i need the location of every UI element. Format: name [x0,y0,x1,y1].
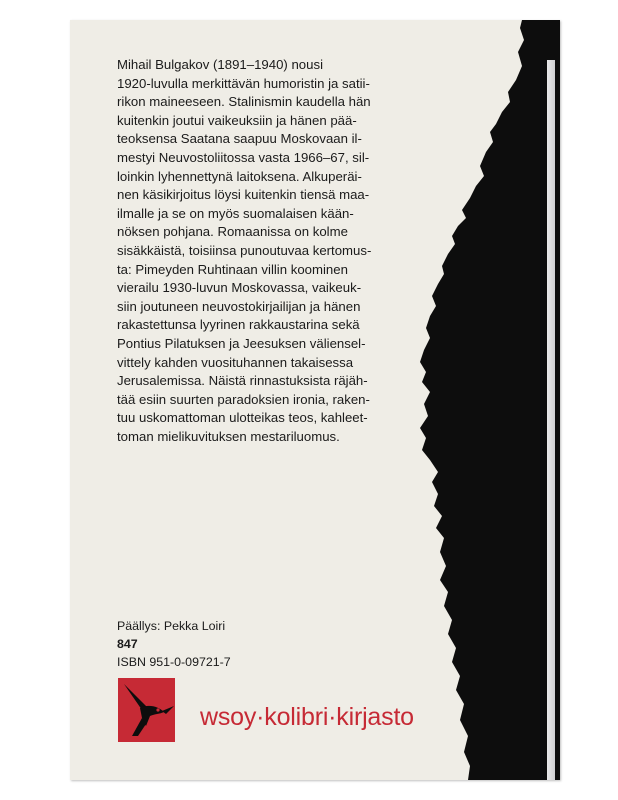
page-edge [547,60,555,780]
blurb-line: kuitenkin joutui vaikeuksiin ja hänen pää- [117,112,357,128]
blurb-line: loinkin lyhennettynä laitoksena. Alkuperäi- [117,168,362,184]
blurb-line: ilmalle ja se on myös suomalaisen kään- [117,205,354,221]
blurb-line: Mihail Bulgakov (1891–1940) nousi [117,57,324,72]
book-back-cover [70,20,560,780]
hummingbird-icon [118,678,175,742]
blurb-line: tuu uskomattoman ulotteikas teos, kahleet- [117,410,368,426]
blurb-line: vierailu 1930-luvun Moskovassa, vaikeuk- [117,280,362,296]
cover-designer-credit: Päällys: Pekka Loiri [117,619,226,633]
isbn: ISBN 951-0-09721-7 [117,655,231,669]
blurb-line: siin joutuneen neuvostokirjailijan ja hänen [117,298,361,314]
blurb-line: Pontius Pilatuksen ja Jeesuksen väliensel- [117,335,366,351]
credits-block [117,617,367,671]
blurb-line: sisäkkäistä, toisiinsa punoutuvaa kertomus- [117,242,372,258]
blurb-line: toman mielikuvituksen mestariluomus. [117,428,340,444]
series-number: 847 [117,637,138,651]
blurb-line: rikon maineeseen. Stalinismin kaudella hän [117,94,371,110]
blurb-line: nöksen pohjana. Romaanissa on kolme [117,224,348,240]
blurb-line: ta: Pimeyden Ruhtinaan villin koominen [117,261,348,277]
blurb-line: 1920-luvulla merkittävän humoristin ja satii- [117,75,370,91]
blurb-line: vittely kahden vuosituhannen takaisessa [117,354,354,370]
back-cover-blurb [117,56,477,446]
blurb-line: teoksensa Saatana saapuu Moskovaan il- [117,131,362,147]
publisher-wordmark: wsoy·kolibri·kirjasto [200,703,414,731]
blurb-line: nen käsikirjoitus löysi kuitenkin tiensä maa- [117,187,370,203]
blurb-line: Jerusalemissa. Näistä rinnastuksista räjäh- [117,373,368,389]
blurb-line: tää esiin suurten paradoksien ironia, raken- [117,391,370,407]
blurb-line: rakastettunsa lyyrinen rakkaustarina sekä [117,317,360,333]
blurb-line: mestyi Neuvostoliitossa vasta 1966–67, sil- [117,149,370,165]
